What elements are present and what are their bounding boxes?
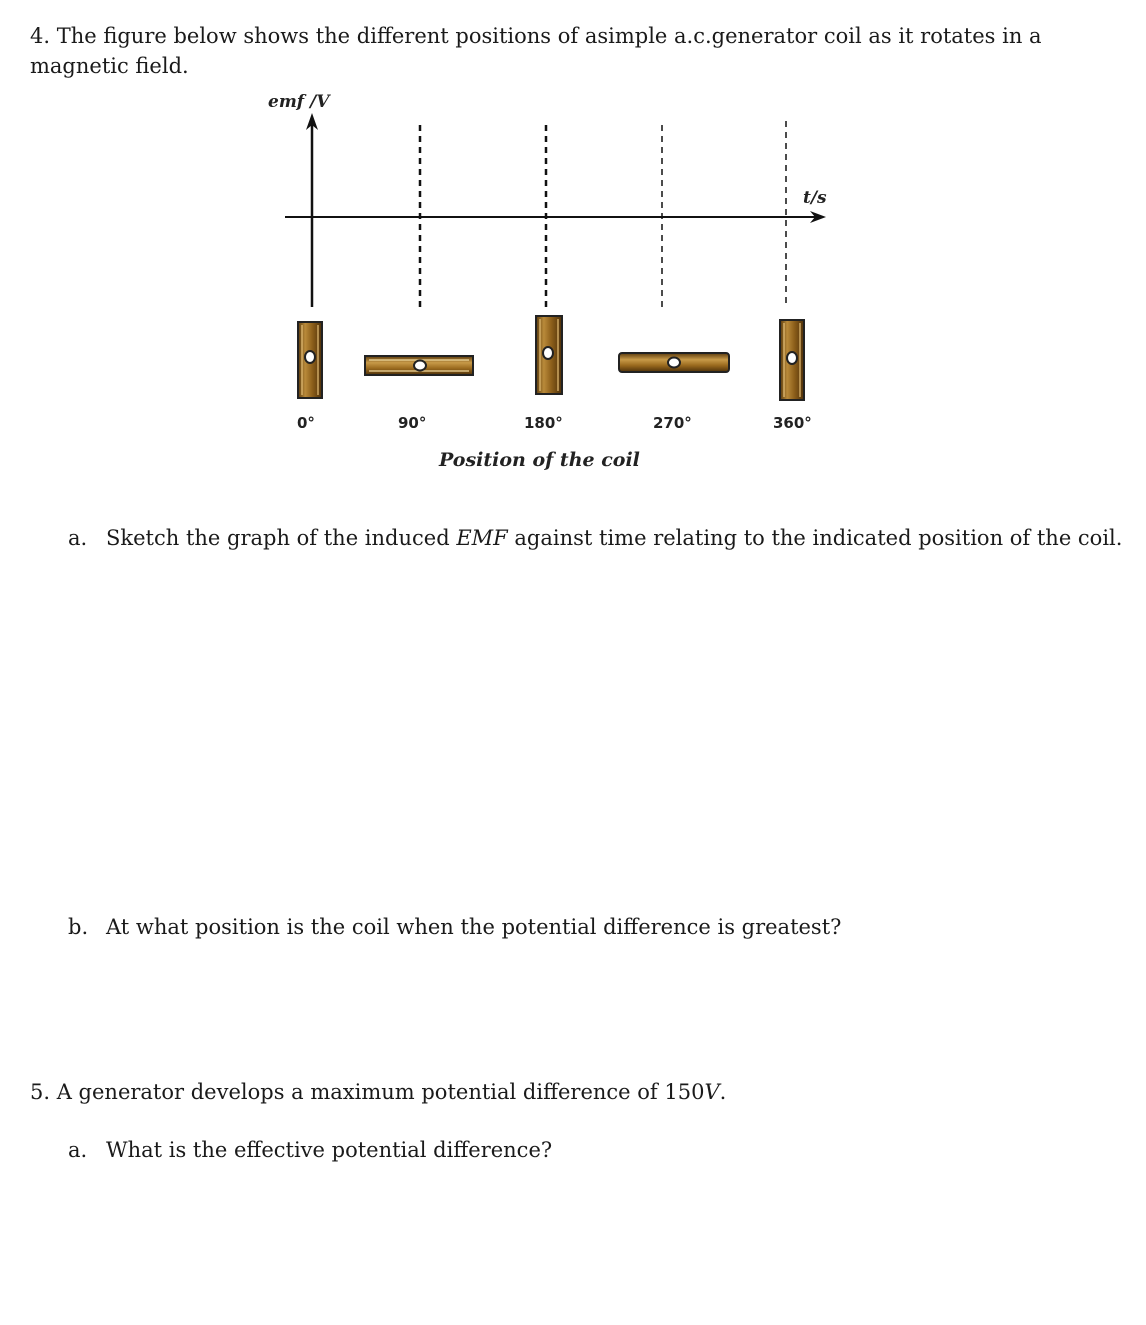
position-label-360: 360° <box>773 414 812 432</box>
question-5a <box>68 1135 968 1165</box>
emf-term: EMF <box>456 526 508 550</box>
position-label-0: 0° <box>297 414 315 432</box>
question-5a-label: a. <box>68 1138 88 1162</box>
question-5-text: 5. A generator develops a maximum potential difference of 150V. <box>30 1080 727 1104</box>
question-4b-label: b. <box>68 915 89 939</box>
question-4a-text: Sketch the graph of the induced EMF against time relating to the indicated position of the coil. <box>106 526 1123 550</box>
coil-positions-figure <box>250 85 860 485</box>
position-label-270: 270° <box>653 414 692 432</box>
question-4a <box>68 523 1128 553</box>
volt-unit: V <box>704 1080 720 1104</box>
coil-180-deg <box>536 316 562 394</box>
position-label-180: 180° <box>524 414 563 432</box>
time-axis-label: t/s <box>803 188 827 208</box>
coil-0-deg <box>298 322 322 398</box>
question-5a-text: What is the effective potential difference? <box>106 1138 553 1162</box>
question-4b <box>68 912 968 942</box>
coil-270-deg <box>619 353 729 372</box>
position-label-90: 90° <box>398 414 427 432</box>
question-4-text: 4. The figure below shows the different positions of asimple a.c.generator coil as it rotates in a magnetic field. <box>30 24 1042 78</box>
question-4b-text: At what position is the coil when the potential difference is greatest? <box>106 915 842 939</box>
figure-caption: Position of the coil <box>439 449 640 471</box>
emf-axis-label: emf /V <box>268 92 330 112</box>
coil-360-deg <box>780 320 804 400</box>
coil-90-deg <box>365 356 473 375</box>
question-4a-label: a. <box>68 526 88 550</box>
